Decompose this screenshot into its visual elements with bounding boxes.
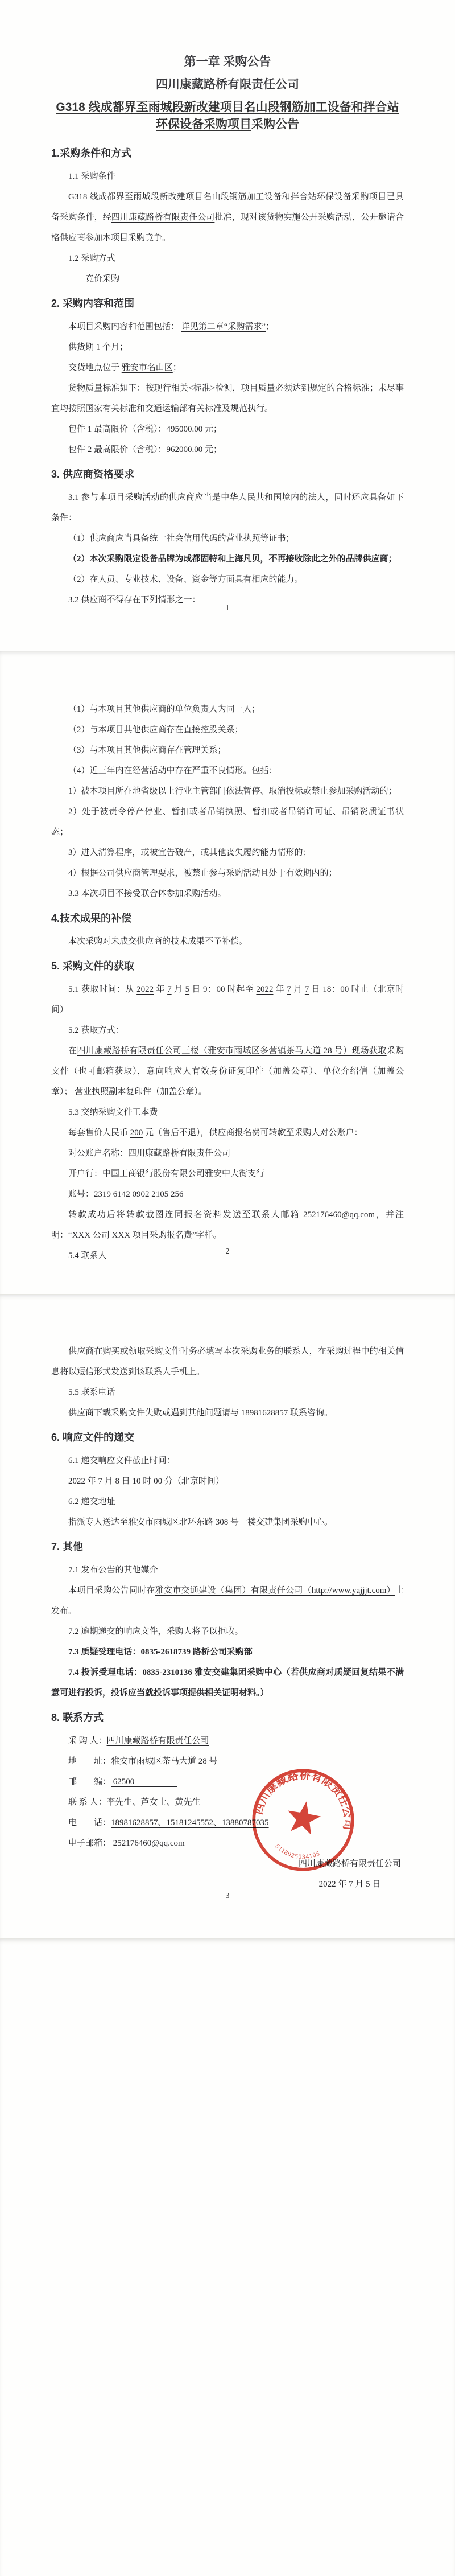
section-heading bbox=[51, 1535, 404, 1559]
underlined-value: 2022 bbox=[136, 985, 154, 994]
text-run: 2. 采购内容和范围 bbox=[51, 298, 135, 309]
text-run: 本次采购对未成交供应商的技术成果不予补偿。 bbox=[68, 937, 248, 946]
text-run: （4）近三年内在经营活动中存在严重不良情形。包括： bbox=[68, 766, 278, 775]
paragraph bbox=[51, 358, 404, 378]
underlined-value: 7 bbox=[287, 985, 291, 994]
text-run: 四川康藏路桥有限责任公司 bbox=[298, 1859, 401, 1868]
text-run: 3.1 参与本项目采购活动的供应商应当是中华人民共和国境内的法人，同时还应具备如下条件： bbox=[51, 493, 404, 523]
underlined-value: 1 个月 bbox=[96, 343, 120, 352]
text-run: 7.4 投诉受理电话：0835-2310136 雅安交建集团采购中心（若供应商对质疑回复结果不满意可进行投诉，投诉应当就投诉事项提供相关证明材料。） bbox=[51, 1668, 404, 1698]
text-run: 时 bbox=[140, 1477, 154, 1486]
paragraph bbox=[51, 1560, 404, 1580]
paragraph bbox=[51, 863, 404, 884]
underlined-value: 雅安市交通建设（集团）有限责任公司（http://www.yajjjt.com） bbox=[155, 1586, 395, 1595]
paragraph bbox=[51, 884, 404, 904]
text-run: 采 购 人： bbox=[68, 1736, 107, 1745]
text-run: 4）根据公司供应商管理要求，被禁止参与采购活动且处于有效期内的； bbox=[68, 869, 337, 878]
underlined-value: 四川康藏路桥有限责任公司 bbox=[111, 213, 215, 222]
paragraph bbox=[51, 931, 404, 952]
document-title bbox=[51, 99, 404, 133]
paragraph bbox=[51, 781, 404, 802]
paragraph bbox=[51, 1492, 404, 1512]
company-name bbox=[51, 74, 404, 96]
paragraph bbox=[51, 528, 404, 549]
underlined-value: 四川康藏路桥有限责任公司三楼（雅安市雨城区多营镇茶马大道 28 号）现场获取 bbox=[77, 1046, 387, 1055]
page-1 bbox=[0, 0, 455, 651]
paragraph bbox=[51, 1382, 404, 1403]
paragraph bbox=[51, 1403, 404, 1423]
paragraph bbox=[51, 419, 404, 439]
text-run: 7.2 逾期递交的响应文件，采购人将予以拒收。 bbox=[68, 1627, 243, 1636]
text-run: 采购公告 bbox=[251, 118, 299, 131]
text-run: 月 bbox=[291, 985, 305, 994]
text-run: 转款成功后将转款截图连同报名资料发送至联系人邮箱 252176460@qq.com，并注明：“XXX 公司 XXX 项目采购报名费”字样。 bbox=[51, 1210, 404, 1240]
section-heading bbox=[51, 291, 404, 315]
stamp-company-arc-text: 四川康藏路桥有限责任公司 bbox=[253, 1769, 354, 1831]
text-run: 3. 供应商资格要求 bbox=[51, 469, 135, 480]
text-run: 联系咨询。 bbox=[288, 1408, 333, 1418]
text-run: 年 bbox=[85, 1477, 98, 1486]
stamp-serial-number: 5118025034105 bbox=[274, 1843, 321, 1861]
page-number: 3 bbox=[225, 1892, 230, 1900]
text-run: 2022 年 7 月 5 日 bbox=[318, 1880, 381, 1889]
paragraph bbox=[51, 1451, 404, 1471]
text-run: 年 bbox=[273, 985, 287, 994]
paragraph bbox=[51, 1512, 404, 1533]
page-number: 2 bbox=[225, 1247, 230, 1256]
text-run: 月 bbox=[171, 985, 185, 994]
text-run: 电 话： bbox=[68, 1818, 111, 1827]
text-run: 日 18：00 时止（北京时间） bbox=[51, 985, 404, 1014]
text-run: 5.5 联系电话 bbox=[68, 1388, 115, 1397]
text-run: 1.采购条件和方式 bbox=[51, 147, 132, 159]
underlined-value: 李先生、芦女士、黄先生 bbox=[106, 1798, 201, 1807]
text-run: 6.1 递交响应文件截止时间： bbox=[68, 1456, 175, 1465]
text-run: （1）供应商应当具备统一社会信用代码的营业执照等证书； bbox=[68, 534, 295, 543]
paragraph bbox=[51, 720, 404, 740]
text-run: 3.3 本次项目不接受联合体参加采购活动。 bbox=[68, 889, 226, 898]
text-run: 交货地点位于 bbox=[68, 363, 122, 372]
paragraph bbox=[51, 1341, 404, 1382]
paragraph bbox=[51, 761, 404, 781]
text-run: 5.4 联系人 bbox=[68, 1251, 107, 1260]
text-run: 1）被本项目所在地省级以上行业主管部门依法暂停、取消投标或禁止参加采购活动的； bbox=[68, 787, 397, 796]
underlined-value: 四川康藏路桥有限责任公司 bbox=[106, 1736, 209, 1745]
text-run: 对公账户名称：四川康藏路桥有限责任公司 bbox=[68, 1149, 231, 1158]
text-run: 邮 编： bbox=[68, 1777, 111, 1786]
paragraph bbox=[51, 378, 404, 419]
text-run: 批准，现对该货物实施公开采购活动，公开邀请合格供应商参加本项目采购竞争。 bbox=[51, 213, 404, 243]
text-run: （1）与本项目其他供应商的单位负责人为同一人； bbox=[68, 705, 260, 714]
paragraph bbox=[51, 1205, 404, 1246]
text-run: （3）与本项目其他供应商存在管理关系； bbox=[68, 746, 226, 755]
text-run: ； bbox=[266, 322, 275, 331]
text-run: 8. 联系方式 bbox=[51, 1712, 104, 1723]
underlined-value: 雅安市名山区 bbox=[121, 363, 173, 372]
paragraph bbox=[51, 1621, 404, 1642]
text-run: 5. 采购文件的获取 bbox=[51, 960, 135, 972]
underlined-value: 雅安市雨城区茶马大道 28 号 bbox=[111, 1757, 218, 1766]
underlined-value: 雅安市雨城区北环东路 308 号一楼交建集团采购中心。 bbox=[128, 1518, 333, 1527]
text-run: 元（售后不退），供应商报名费可转款至采购人对公账户： bbox=[143, 1128, 363, 1137]
text-run: 年 bbox=[154, 985, 168, 994]
paragraph bbox=[51, 1041, 404, 1102]
text-run: 日 9：00 时起至 bbox=[189, 985, 257, 994]
paragraph bbox=[51, 699, 404, 720]
paragraph bbox=[51, 569, 404, 590]
paragraph bbox=[51, 269, 404, 289]
text-run: 包件 1 最高限价（含税）：495000.00 元； bbox=[68, 425, 222, 434]
text-run: 7.3 质疑受理电话：0835-2618739 路桥公司采购部 bbox=[68, 1648, 253, 1657]
text-run: 7. 其他 bbox=[51, 1541, 84, 1552]
text-run: 4.技术成果的补偿 bbox=[51, 913, 132, 924]
paragraph bbox=[51, 248, 404, 269]
underlined-value: 200 bbox=[130, 1128, 143, 1137]
text-run: 已具备采购条件，经 bbox=[51, 192, 404, 222]
paragraph bbox=[51, 1102, 404, 1123]
section-heading bbox=[51, 954, 404, 978]
underlined-value: 7 bbox=[167, 985, 172, 994]
underlined-value: 详见第二章“采购需求” bbox=[181, 322, 266, 331]
paragraph bbox=[51, 487, 404, 528]
paragraph bbox=[51, 1471, 404, 1492]
text-run: 5.3 交纳采购文件工本费 bbox=[68, 1108, 158, 1117]
section-heading bbox=[51, 1425, 404, 1449]
text-run: 1.2 采购方式 bbox=[68, 254, 115, 263]
paragraph bbox=[51, 1662, 404, 1703]
underlined-value: 62500 bbox=[111, 1777, 177, 1786]
paragraph bbox=[51, 1580, 404, 1621]
underlined-value: 8 bbox=[115, 1477, 120, 1486]
paragraph bbox=[51, 802, 404, 843]
paragraph bbox=[51, 549, 404, 569]
text-run: 开户行：中国工商银行股份有限公司雅安中大街支行 bbox=[68, 1169, 265, 1178]
svg-text:5118025034105 bbox=[272, 1842, 322, 1864]
text-run: 6. 响应文件的递交 bbox=[51, 1432, 135, 1443]
underlined-value: 7 bbox=[304, 985, 309, 994]
text-run: （2）本次采购限定设备品牌为成都固特和上海凡贝，不再接收除此之外的品牌供应商； bbox=[68, 554, 397, 564]
page-3 bbox=[0, 1294, 455, 1938]
paragraph bbox=[51, 439, 404, 460]
underlined-value: 2022 bbox=[68, 1477, 85, 1486]
paragraph bbox=[51, 1164, 404, 1184]
text-run: 供货期 bbox=[68, 343, 96, 352]
text-run: 上发布。 bbox=[51, 1586, 404, 1616]
text-run: ； bbox=[172, 363, 181, 372]
text-run: 月 bbox=[102, 1477, 115, 1486]
page-2 bbox=[0, 651, 455, 1294]
paragraph bbox=[51, 1143, 404, 1164]
text-run: 供应商在购买或领取采购文件时务必填写本次采购业务的联系人，在采购过程中的相关信息将以短信形式发送到该联系人手机上。 bbox=[51, 1347, 404, 1377]
paragraph bbox=[51, 843, 404, 863]
page-number: 1 bbox=[225, 604, 230, 613]
text-run: 电子邮箱： bbox=[68, 1839, 111, 1848]
text-run: 地 址： bbox=[68, 1757, 111, 1766]
paragraph bbox=[51, 166, 404, 187]
paragraph bbox=[51, 1184, 404, 1205]
text-run: 包件 2 最高限价（含税）：962000.00 元； bbox=[68, 445, 222, 454]
text-run: 供应商下载采购文件失败或遇到其他问题请与 bbox=[68, 1408, 241, 1418]
paragraph bbox=[51, 740, 404, 761]
text-run: 货物质量标准如下：按现行相关<标准>检测，项目质量必须达到规定的合格标准；未尽事宜均按照国家有关标准和交通运输部有关标准及规范执行。 bbox=[51, 384, 404, 413]
underlined-value: G318 线成都界至雨城段新改建项目名山段钢筋加工设备和拌合站环保设备采购项目 bbox=[68, 192, 387, 202]
text-run: 本项目采购内容和范围包括： bbox=[68, 322, 181, 331]
text-run: 采购文件（也可邮箱获取），意向响应人有效身份证复印件（加盖公章）、单位介绍信（加盖公章）； 营业执照副本复印件（加盖公章）。 bbox=[51, 1046, 404, 1096]
text-run: 分（北京时间） bbox=[162, 1477, 224, 1486]
paragraph bbox=[51, 337, 404, 358]
text-run: 四川康藏路桥有限责任公司 bbox=[156, 78, 299, 91]
chapter-title bbox=[51, 50, 404, 74]
underlined-value: 252176460@qq.com bbox=[111, 1839, 193, 1848]
company-stamp bbox=[242, 1759, 364, 1881]
underlined-value: 18981628857、15181245552、13880787035 bbox=[111, 1818, 269, 1827]
section-heading bbox=[51, 906, 404, 930]
text-run: （2）与本项目其他供应商存在直接控股关系； bbox=[68, 725, 243, 734]
section-heading bbox=[51, 1706, 404, 1729]
text-run: 日 bbox=[119, 1477, 133, 1486]
paragraph bbox=[51, 1020, 404, 1041]
text-run: 联 系 人： bbox=[68, 1798, 107, 1807]
text-run: 第一章 采购公告 bbox=[184, 55, 271, 68]
section-heading bbox=[51, 141, 404, 165]
paragraph bbox=[51, 1123, 404, 1143]
text-run: 7.1 发布公告的其他媒介 bbox=[68, 1566, 158, 1575]
underlined-value: 18981628857 bbox=[241, 1408, 288, 1418]
paragraph bbox=[51, 187, 404, 248]
underlined-value: 7 bbox=[98, 1477, 103, 1486]
text-run: ； bbox=[119, 343, 129, 352]
text-run: 5.1 获取时间：从 bbox=[68, 985, 137, 994]
stamp-star-icon bbox=[284, 1798, 323, 1835]
text-run: （2）在人员、专业技术、设备、资金等方面具有相应的能力。 bbox=[68, 575, 303, 584]
paragraph bbox=[51, 979, 404, 1020]
text-run: 本项目采购公告同时在 bbox=[68, 1586, 155, 1595]
page-4 bbox=[0, 1938, 455, 2576]
underlined-value: 5 bbox=[185, 985, 190, 994]
underlined-value: G318 线成都界至雨城段新改建项目名山段钢筋加工设备和拌合站环保设备采购项目 bbox=[56, 101, 399, 131]
text-run: 每套售价人民币 bbox=[68, 1128, 130, 1137]
text-run: 指派专人送达至 bbox=[68, 1518, 129, 1527]
paragraph bbox=[51, 1642, 404, 1662]
text-run: 3.2 供应商不得存在下列情形之一： bbox=[68, 595, 201, 605]
text-run: 1.1 采购条件 bbox=[68, 172, 115, 181]
underlined-value: 00 bbox=[154, 1477, 163, 1486]
paragraph bbox=[51, 1751, 404, 1772]
text-run: 2）处于被责令停产停业、暂扣或者吊销执照、暂扣或者吊销许可证、吊销资质证书状态； bbox=[51, 807, 404, 837]
paragraph bbox=[51, 317, 404, 337]
text-run: 账号：2319 6142 0902 2105 256 bbox=[68, 1190, 184, 1199]
text-run: 3）进入清算程序，或被宣告破产，或其他丧失履约能力情形的； bbox=[68, 848, 312, 857]
text-run: 竞价采购 bbox=[68, 274, 120, 284]
text-run: 在 bbox=[68, 1046, 77, 1055]
text-run: 5.2 获取方式： bbox=[68, 1026, 124, 1035]
paragraph bbox=[51, 1731, 404, 1751]
section-heading bbox=[51, 462, 404, 486]
underlined-value: 10 bbox=[132, 1477, 141, 1486]
text-run: 6.2 递交地址 bbox=[68, 1497, 115, 1506]
underlined-value: 2022 bbox=[256, 985, 274, 994]
